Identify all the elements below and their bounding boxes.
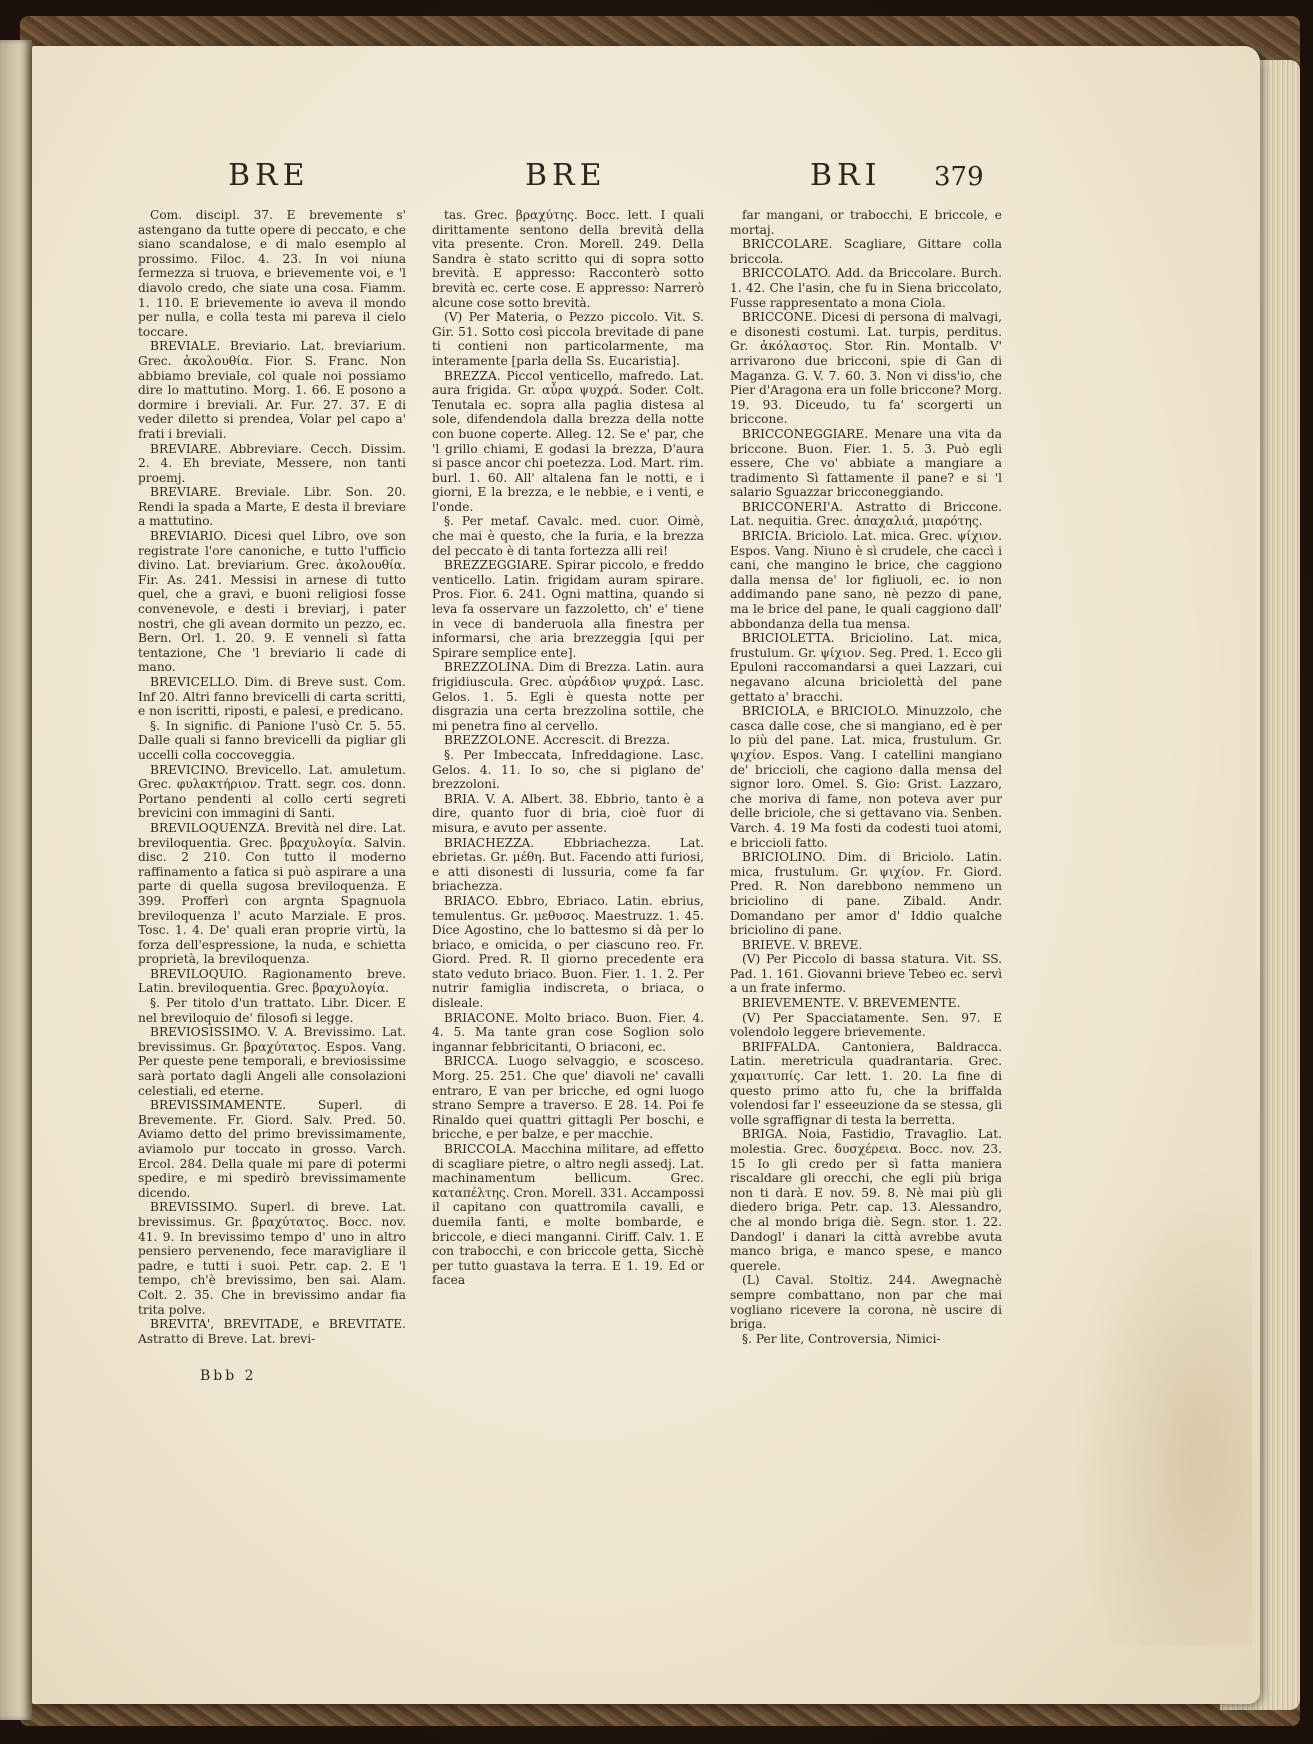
dictionary-entry: BREVICELLO. Dim. di Breve sust. Com. Inf 20. Altri fanno brevicelli di carta scritti, e non iscritti, riposti, e palesi, e predicano. bbox=[138, 675, 406, 719]
dictionary-entry: far mangani, or trabocchi, E briccole, e mortaj. bbox=[730, 208, 1002, 237]
dictionary-entry: BRICCONEGGIARE. Menare una vita da briccone. Buon. Fier. 1. 5. 3. Può egli essere, Che vo' abbiate a mangiare a tradimento Sì fattamente il pane? e si 'l salario Sguazzar bricconeggiando. bbox=[730, 426, 1002, 500]
dictionary-entry: BRICIOLETTA. Briciolino. Lat. mica, frustulum. Gr. ψίχιον. Seg. Pred. 1. Ecco gli Epuloni raccomandarsi a quei Lazzari, cui negavano alcuna briciolettà del pane gettato a' bracchi. bbox=[730, 631, 1002, 704]
dictionary-entry: BRICIA. Briciolo. Lat. mica. Grec. ψίχιον. Espos. Vang. Niuno è sì crudele, che caccì i cani, che mangino le brice, che caggiono dalla mensa de' lor figliuoli, ec. io non addimando pane sano, nè pezzo di pane, ma le brice del pane, le quali caggiono dall' abbondanza della tua mensa. bbox=[730, 529, 1002, 631]
dictionary-entry: BREVICINO. Brevicello. Lat. amuletum. Grec. φυλακτήριον. Tratt. segr. cos. donn. Portano pendenti al collo certi segreti brevicini con immagini di Santi. bbox=[138, 762, 406, 821]
dictionary-entry: BREVIOSISSIMO. V. A. Brevissimo. Lat. brevissimus. Gr. βραχύτατος. Espos. Vang. Per queste pene temporali, e breviosissime sarà portato dagli Angeli alle consolazioni celestiali, ed eterne. bbox=[138, 1025, 406, 1098]
dictionary-entry: BREVIARE. Breviale. Libr. Son. 20. Rendi la spada a Marte, E desta il breviare a mattutino. bbox=[138, 485, 406, 529]
dictionary-entry: §. Per titolo d'un trattato. Libr. Dicer. E nel breviloquio de' filosofi si legge. bbox=[138, 996, 406, 1025]
dictionary-entry: BRIA. V. A. Albert. 38. Ebbrio, tanto è a dire, quanto fuor di bria, cioè fuor di misura, e avuto per assente. bbox=[432, 791, 704, 835]
dictionary-entry: BRICCOLATO. Add. da Briccolare. Burch. 1. 42. Che l'asin, che fu in Siena briccolato, Fusse rappresentato a mona Ciola. bbox=[730, 266, 1002, 310]
running-head-left: BRE bbox=[228, 158, 310, 193]
dictionary-entry: BRIEVE. V. BREVE. bbox=[742, 937, 863, 952]
dictionary-entry: (V) Per Materia, o Pezzo piccolo. Vit. S. Gir. 51. Sotto così piccola brevitade di pane ti contieni non particolarmente, ma interamente [parla della Ss. Eucaristia]. bbox=[432, 310, 704, 368]
dictionary-entry: BRIACO. Ebbro, Ebriaco. Latin. ebrius, temulentus. Gr. μεθυσος. Maestruzz. 1. 45. Dice Agostino, che lo battesmo si dà per lo briaco, e omicida, o per ciascuno reo. Fr. Giord. Pred. R. Il giorno precedente era stato veduto briaco. Buon. Fier. 1. 1. 2. Per nutrir famiglia indiscreta, o briaca, o disleale. bbox=[432, 893, 704, 1011]
paper-stain bbox=[1072, 1166, 1252, 1646]
signature-mark: Bbb 2 bbox=[200, 1368, 257, 1384]
dictionary-entry: BREVIALE. Breviario. Lat. breviarium. Grec. ἀκολουθία. Fior. S. Franc. Non abbiamo breviale, col quale noi possiamo dire lo mattutino. Morg. 1. 66. E posono a dormire i breviali. Ar. Fur. 27. 37. E di veder diletto si prendea, Volar pel capo a' frati i breviali. bbox=[138, 339, 406, 441]
dictionary-entry: BREVIARIO. Dicesi quel Libro, ove son registrate l'ore canoniche, e tutto l'ufficio divino. Lat. breviarium. Grec. ἀκολουθία. Fir. As. 241. Messisi in arnese di tutto quel, che a gravi, e buoni religiosi fosse convenevole, e desti i breviarj, i pater nostri, che gli avean dormito un pezzo, ec. Bern. Orl. 1. 20. 9. E venneli sì fatta tentazione, Che 'l breviario li cade di mano. bbox=[138, 529, 406, 675]
dictionary-entry: BRIGA. Noia, Fastidio, Travaglio. Lat. molestia. Grec. δυσχέρεια. Bocc. nov. 23. 15 Io gli credo per sì fatta maniera riscaldare gli orecchi, che egli più briga non ti darà. E nov. 59. 8. Nè mai più gli diedero briga. Petr. cap. 13. Alessandro, che al mondo briga diè. Segn. stor. 1. 22. Dandogl' i danari la città avrebbe avuta manco briga, e manco spese, e manco querele. bbox=[730, 1127, 1002, 1273]
dictionary-entry: BRICCOLA. Macchina militare, ad effetto di scagliare pietre, o altro negli assedj. Lat. machinamentum bellicum. Grec. καταπέλτης. Cron. Morell. 331. Accampossi il capitano con quattromila cavalli, e duemila fanti, e molte bombarde, e briccole, e dieci manganni. Ciriff. Calv. 1. E con trabocchi, e con briccole getta, Sicchè per tutto guastava la terra. E 1. 19. Ed or facea bbox=[432, 1142, 704, 1288]
dictionary-entry: BREVITA', BREVITADE, e BREVITATE. Astratto di Breve. Lat. brevi- bbox=[138, 1317, 406, 1346]
text-column-left bbox=[138, 208, 406, 1373]
text-column-right bbox=[730, 208, 1002, 1373]
dictionary-entry: (V) Per Spacciatamente. Sen. 97. E volendolo leggere brievemente. bbox=[730, 1010, 1002, 1040]
dictionary-entry: BREVISSIMAMENTE. Superl. di Brevemente. Fr. Giord. Salv. Pred. 50. Aviamo detto del primo brevissimamente, aviamolo pur toccato in grosso. Varch. Ercol. 284. Della quale mi pare di potermi spedire, e mi spedirò brevissimamente dicendo. bbox=[138, 1098, 406, 1200]
dictionary-entry: BREZZA. Piccol venticello, mafredo. Lat. aura frigida. Gr. αὖρα ψυχρά. Soder. Colt. Tenutala ec. sopra alla paglia distesa al sole, difendendola dalla brezza della notte con buone coperte. Alleg. 12. Se e' par, che 'l grillo chiami, E godasi la brezza, D'aura si pasce ancor chi poetezza. Lod. Mart. rim. burl. 1. 60. All' altalena fan le notti, e i giorni, E la brezza, e le nebbie, e i venti, e l'onde. bbox=[432, 368, 704, 514]
dictionary-entry: §. Per Imbeccata, Infreddagione. Lasc. Gelos. 4. 11. Io so, che si piglano de' brezzoloni. bbox=[432, 747, 704, 792]
dictionary-entry: BRICCOLARE. Scagliare, Gittare colla briccola. bbox=[730, 237, 1002, 266]
text-column-middle bbox=[432, 208, 704, 1373]
dictionary-entry: BREVILOQUENZA. Brevità nel dire. Lat. breviloquentia. Grec. βραχυλογία. Salvin. disc. 2 210. Con tutto il moderno raffinamento a fatica si può aspirare a una parte di quella sugosa breviloquenza. E 399. Profferì con argnta Spagnuola breviloquenza l' acuto Marziale. E pros. Tosc. 1. 4. De' quali eran proprie virtù, la forza dell'espressione, la nuda, e schietta proprietà, la breviloquenza. bbox=[138, 820, 406, 967]
dictionary-entry: BRIFFALDA. Cantoniera, Baldracca. Latin. meretricula quadrantaria. Grec. χαμαιτυπίς. Car lett. 1. 20. La fine di questo primo atto fu, che la briffalda volendosi far l' esseeuzione da se stessa, gli volle sgraffignar di testa la berretta. bbox=[730, 1039, 1002, 1127]
page-number: 379 bbox=[934, 162, 984, 192]
dictionary-entry: §. In signific. di Panione l'usò Cr. 5. 55. Dalle quali si fanno brevicelli da pigliar gli uccelli colla coccoveggia. bbox=[138, 718, 406, 762]
dictionary-entry: §. Per metaf. Cavalc. med. cuor. Oimè, che mai è questo, che la furia, e la brezza del peccato è di tanta fortezza alli rei! bbox=[432, 514, 704, 558]
dictionary-entry: BRICCONERI'A. Astratto di Briccone. Lat. nequitia. Grec. ἀπαχαλιά, μιαρότης. bbox=[730, 499, 1002, 529]
dictionary-entry: BRICCONE. Dicesi di persona di malvagi, e disonesti costumi. Lat. turpis, perditus. Gr. ἀκόλαστος. Stor. Rin. Montalb. V' arrivarono due bricconi, spie di Gan di Maganza. G. V. 7. 60. 3. Non vi diss'io, che Pier d'Aragona era un folle briccone? Morg. 19. 93. Diceudo, tu fa' scorgerti un briccone. bbox=[730, 310, 1002, 427]
facing-page-edge bbox=[0, 40, 32, 1720]
running-head-right: BRI bbox=[810, 158, 882, 193]
running-head-center: BRE bbox=[525, 158, 607, 193]
dictionary-entry: BREVISSIMO. Superl. di breve. Lat. brevissimus. Gr. βραχύτατος. Bocc. nov. 41. 9. In brevissimo tempo d' uno in altro pensiero pervenendo, fece maravigliare il padre, e tutti i suoi. Petr. cap. 2. E 'l tempo, ch'è brevissimo, ben sai. Alam. Colt. 2. 35. Che in brevissimo andar fia trita polve. bbox=[138, 1200, 406, 1317]
dictionary-entry: BRIACONE. Molto briaco. Buon. Fier. 4. 4. 5. Ma tante gran cose Soglion solo ingannar febbricitanti, O briaconi, ec. bbox=[432, 1010, 704, 1054]
dictionary-entry: BREZZOLINA. Dim di Brezza. Latin. aura frigidiuscula. Grec. αὐράδιον ψυχρά. Lasc. Gelos. 1. 5. Egli è questa notte per disgrazia una certa brezzolina sottile, che mi penetra fino al cervello. bbox=[432, 660, 704, 733]
dictionary-entry: Com. discipl. 37. E brevemente s' astengano da tutte opere di peccato, e che siano scandalose, e di malo esemplo al prossimo. Filoc. 4. 23. In voi niuna fermezza si truova, e brievemente voi, e 'l diavolo credo, che siate una cosa. Fiamm. 1. 110. E brievemente io aveva il mondo per nulla, e colla testa mi pareva il cielo toccare. bbox=[138, 208, 406, 339]
dictionary-entry: BRICIOLA, e BRICIOLO. Minuzzolo, che casca dalle cose, che si mangiano, ed è per lo più del pane. Lat. mica, frustulum. Gr. ψιχίον. Espos. Vang. I catellini mangiano de' briccioli, che cagiono dalla mensa del signor loro. Omel. S. Gio: Grist. Lazzaro, che moriva di fame, non poteva aver pur delle briciole, che si gettavano via. Senben. Varch. 4. 19 Ma fosti da codesti tuoi atomi, e briccioli fatto. bbox=[730, 704, 1002, 850]
dictionary-entry: BREVIARE. Abbreviare. Cecch. Dissim. 2. 4. Eh breviate, Messere, non tanti proemj. bbox=[138, 441, 406, 485]
dictionary-entry: (L) Caval. Stoltiz. 244. Awegnachè sempre combattano, non par che mai vogliano ricevere la corona, nè uscire di briga. bbox=[730, 1273, 1002, 1332]
dictionary-entry: tas. Grec. βραχύτης. Bocc. lett. I quali dirittamente sentono della brevità della vita presente. Cron. Morell. 249. Della Sandra è stato scritto qui di sopra sotto brevità. E appresso: Racconterò sotto brevità ec. certe cose. E appresso: Narrerò alcune cose sotto brevità. bbox=[432, 208, 704, 310]
dictionary-entry: BREZZOLONE. Accrescit. di Brezza. bbox=[444, 733, 671, 748]
dictionary-entry: BREZZEGGIARE. Spirar piccolo, e freddo venticello. Latin. frigidam auram spirare. Pros. Fior. 6. 241. Ogni mattina, quando si leva fa osservare un fazzoletto, ch' e' tiene in vece di banderuola alla finestra per informarsi, che aria brezzeggia [qui per Spirare semplice ente]. bbox=[432, 558, 704, 660]
dictionary-entry: BREVILOQUIO. Ragionamento breve. Latin. breviloquentia. Grec. βραχυλογία. bbox=[138, 966, 406, 996]
dictionary-entry: BRICIOLINO. Dim. di Briciolo. Latin. mica, frustulum. Gr. ψιχίον. Fr. Giord. Pred. R. Non darebbono nemmeno un briciolino di pane. Zibald. Andr. Domandano per amor d' Iddio qualche briciolino di pane. bbox=[730, 850, 1002, 938]
dictionary-entry: §. Per lite, Controversia, Nimici- bbox=[742, 1331, 941, 1346]
dictionary-entry: BRIACHEZZA. Ebbriachezza. Lat. ebrietas. Gr. μέθη. But. Facendo atti furiosi, e atti disonesti di lussuria, come fa far briachezza. bbox=[432, 835, 704, 894]
dictionary-entry: (V) Per Piccolo di bassa statura. Vit. SS. Pad. 1. 161. Giovanni brieve Tebeo ec. servì a un frate infermo. bbox=[730, 952, 1002, 996]
dictionary-entry: BRIEVEMENTE. V. BREVEMENTE. bbox=[742, 996, 961, 1011]
dictionary-entry: BRICCA. Luogo selvaggio, e scosceso. Morg. 25. 251. Che que' diavoli ne' cavalli entraro, E van per bricche, ed ogni luogo strano Sempre a traverso. E 28. 14. Poi fe Rinaldo quei quattri gittagli Per boschi, e bricche, e per balze, e per macchie. bbox=[432, 1054, 704, 1142]
